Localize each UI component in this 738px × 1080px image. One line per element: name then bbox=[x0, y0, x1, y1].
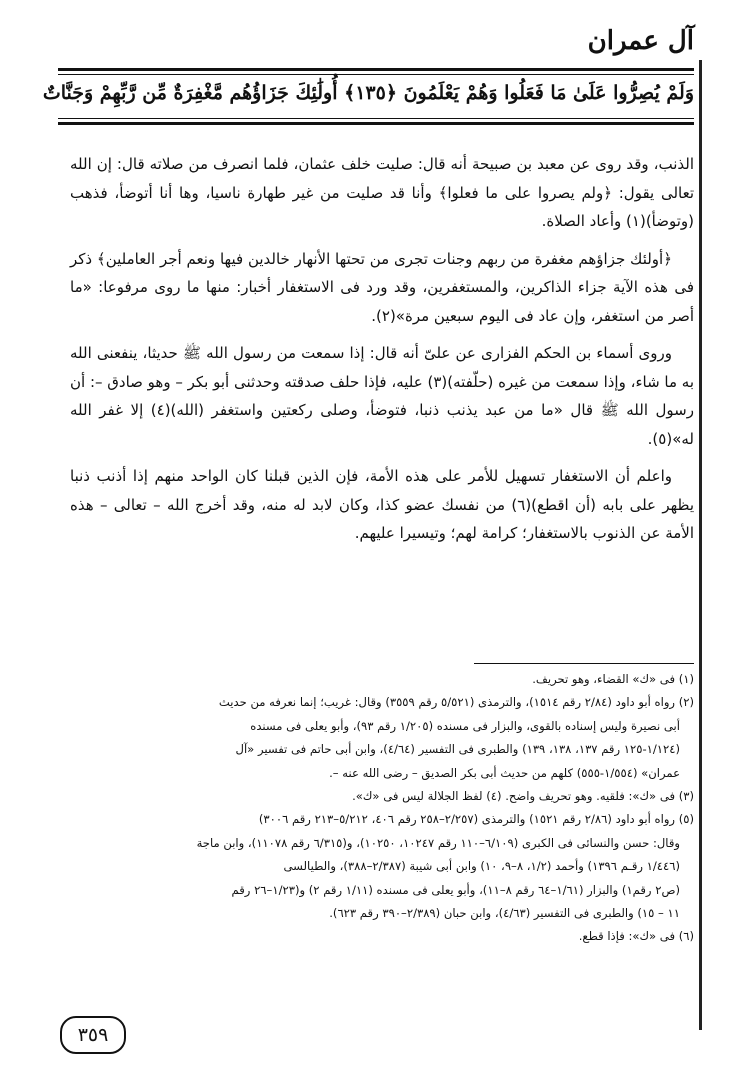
header-rule-top bbox=[58, 68, 694, 71]
footnote: (٥) رواه أبو داود (٢/٨٦ رقم ١٥٢١) والترمذى (٢/٢٥٧–٢٥٨ رقم ٤٠٦، ٥/٢١٢–٢١٣ رقم ٣٠٠٦) bbox=[258, 812, 694, 827]
footnote-continuation: (ص٢ رقم١) والبزار (١/٦١–٦٤ رقم ٨–١١)، وأبو يعلى فى مسنده (١/١١ رقم ٢) و(١/٢٣–٢٦ رقم bbox=[231, 882, 680, 897]
page-border-line bbox=[699, 60, 702, 1030]
footnote: (٦) فى «ك»: فإذا قطع. bbox=[578, 929, 694, 944]
footnote-continuation: (١/٤٤٦ رقـم ١٣٩٦) وأحمد (١/٢، ٨–٩، ١٠) وابن أبى شيبة (٢/٣٨٧–٣٨٨)، والطيالسى bbox=[283, 859, 680, 874]
paragraph: واعلم أن الاستغفار تسهيل للأمر على هذه الأمة، فإن الذين قبلنا كان الواحد منهم إذا أذنب ذنبا يظهر على بابه (أن اقطع)(٦) من نفسك عضو كذا، وكان لابد له منه، وقد أخرج الله – تعالى – هذه الأمة عن الذنوب بالاستغفار؛ كرامة لهم؛ وتيسيرا عليهم. bbox=[70, 467, 694, 542]
page-number: ٣٥٩ bbox=[60, 1016, 126, 1054]
footnote: (١) فى «ك» القضاء، وهو تحريف. bbox=[532, 672, 694, 686]
paragraph: وروى أسماء بن الحكم الفزارى عن علىّ أنه قال: إذا سمعت من رسول الله ﷺ حديثا، ينفعنى الله به ما شاء، وإذا سمعت من غيره (حلّفته)(٣) عليه، فإذا حلف صدقته وحدثنى أبو بكر – وهو صادق –: أن رسول الله ﷺ قال «ما من عبد يذنب ذنبا، فتوضأ، وصلى ركعتين واستغفر (الله)(٤) إلا غفر الله له»(٥). bbox=[70, 344, 694, 448]
footnote-continuation: ١١ – ١٥) والطبرى فى التفسير (٤/٦٣)، وابن حبان (٢/٣٨٩–٣٩٠ رقم ٦٢٣). bbox=[329, 906, 680, 921]
header-rule-bottom-thin bbox=[58, 118, 694, 119]
surah-title: آل عمران bbox=[587, 26, 694, 56]
footnote-continuation: وقال: حسن والنسائى فى الكبرى (٦/١٠٩–١١٠ رقم ١٠٢٤٧، ١٠٢٥٠)، و(٦/٣١٥ رقم ١١٠٧٨)، وابن ماجة bbox=[196, 835, 680, 850]
paragraph: الذنب، وقد روى عن معبد بن صبيحة أنه قال: صليت خلف عثمان، فلما انصرف من صلاته قال: إن الله تعالى يقول: ﴿ولم يصروا على ما فعلوا﴾ وأنا قد صليت من غير طهارة ناسيا، وها أنا أتوضأ، فذهب (وتوضأ)(١) وأعاد الصلاة. bbox=[70, 155, 694, 230]
footnote-continuation: أبى نصيرة وليس إسناده بالقوى، والبزار فى مسنده (١/٢٠٥ رقم ٩٣)، وأبو يعلى فى مسنده bbox=[250, 718, 680, 733]
footnote-continuation: (١/١٢٤-١٢٥ رقم ١٣٧، ١٣٨، ١٣٩) والطبرى فى التفسير (٤/٦٤)، وابن أبى حاتم فى تفسير «آل bbox=[235, 742, 680, 757]
header-rule-bottom bbox=[58, 122, 694, 125]
paragraph: ﴿أولئك جزاؤهم مغفرة من ربهم وجنات تجرى من تحتها الأنهار خالدين فيها ونعم أجر العاملين﴾ ذكر فى هذه الآية جزاء الذاكرين، والمستغفرين، وقد ورد فى الاستغفار أخبار: منها ما روى مرفوعا: «ما أصر من استغفر، وإن عاد فى اليوم سبعين مرة»(٢). bbox=[70, 249, 694, 325]
header-verse: وَلَمْ يُصِرُّوا عَلَىٰ مَا فَعَلُوا وَهُمْ يَعْلَمُونَ ﴿١٣٥﴾ أُولَٰئِكَ جَزَاؤُهُم مَّغْفِرَةٌ مِّن رَّبِّهِمْ وَجَنَّاتٌ bbox=[42, 82, 694, 104]
header-rule-top-thin bbox=[58, 74, 694, 75]
main-text bbox=[70, 150, 694, 557]
footnote-continuation: عمران» (١/٥٥٤-٥٥٥) كلهم من حديث أبى بكر الصديق – رضى الله عنه –. bbox=[329, 765, 680, 780]
footnotes bbox=[64, 668, 694, 949]
footnote: (٢) رواه أبو داود (٢/٨٤ رقم ١٥١٤)، والترمذى (٥/٥٢١ رقم ٣٥٥٩) وقال: غريب؛ إنما نعرفه من حديث bbox=[218, 695, 694, 710]
footnote: (٣) فى «ك»: فلقيه. وهو تحريف واضح. (٤) لفظ الجلالة ليس فى «ك». bbox=[352, 789, 694, 804]
footnote-separator bbox=[474, 663, 694, 664]
